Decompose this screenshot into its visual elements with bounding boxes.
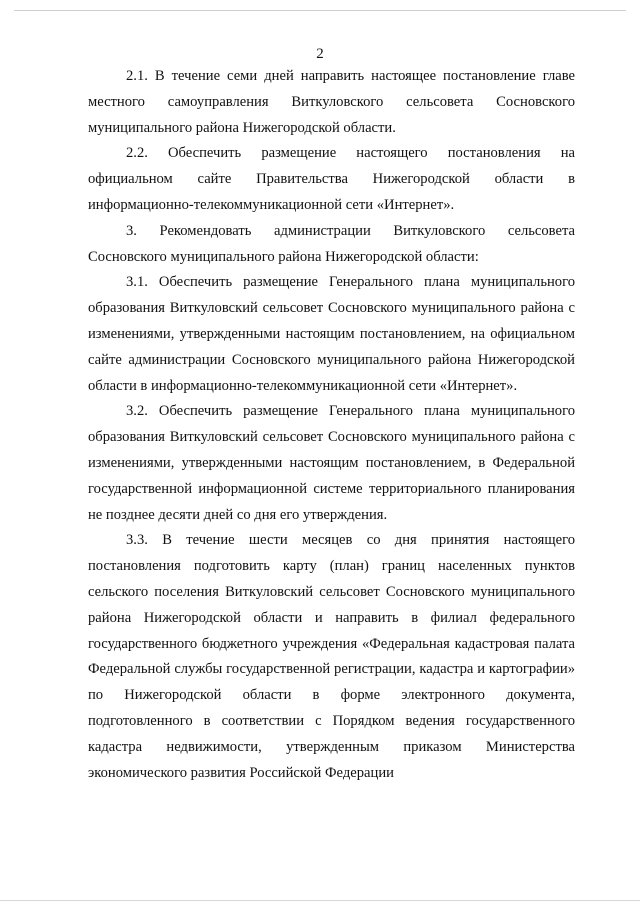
paragraph-3-2: 3.2. Обеспечить размещение Генерального плана муниципального образования Виткуловский сельсовет Сосновского муниципального района с изменениями, утвержденными настоящим постановлением, в Федеральной государственной информационной системе территориального планирования не позднее десяти дней со дня его утверждения. [88, 403, 575, 523]
paragraph-3-1: 3.1. Обеспечить размещение Генерального плана муниципального образования Виткуловский сельсовет Сосновского муниципального района с изменениями, утвержденными настоящим постановлением, на официальном сайте администрации Сосновского муниципального района Нижегородской области в информационно-телекоммуникационной сети «Интернет». [88, 274, 575, 394]
scan-top-edge [14, 10, 626, 11]
scan-bottom-edge [0, 900, 640, 901]
paragraph-2-2: 2.2. Обеспечить размещение настоящего постановления на официальном сайте Правительства Нижегородской области в информационно-телекоммуникационной сети «Интернет». [88, 145, 575, 213]
paragraph-3: 3. Рекомендовать администрации Виткуловского сельсовета Сосновского муниципального района Нижегородской области: [88, 222, 575, 265]
paragraph-3-3: 3.3. В течение шести месяцев со дня принятия настоящего постановления подготовить карту (план) границ населенных пунктов сельского поселения Виткуловский сельсовет Сосновского муниципального района Нижегородской области и направить в филиал федерального государственного бюджетного учреждения «Федеральная кадастровая палата Федеральной службы государственной регистрации, кадастра и картографии» по Нижегородской области в форме электронного документа, подготовленного в соответствии с Порядком ведения государственного кадастра недвижимости, утвержденным приказом Министерства экономического развития Российской Федерации [88, 532, 575, 781]
paragraph-2-1: 2.1. В течение семи дней направить настоящее постановление главе местного самоуправления Виткуловского сельсовета Сосновского муниципального района Нижегородской области. [88, 68, 575, 136]
document-body [88, 64, 575, 786]
page-number: 2 [316, 46, 324, 62]
